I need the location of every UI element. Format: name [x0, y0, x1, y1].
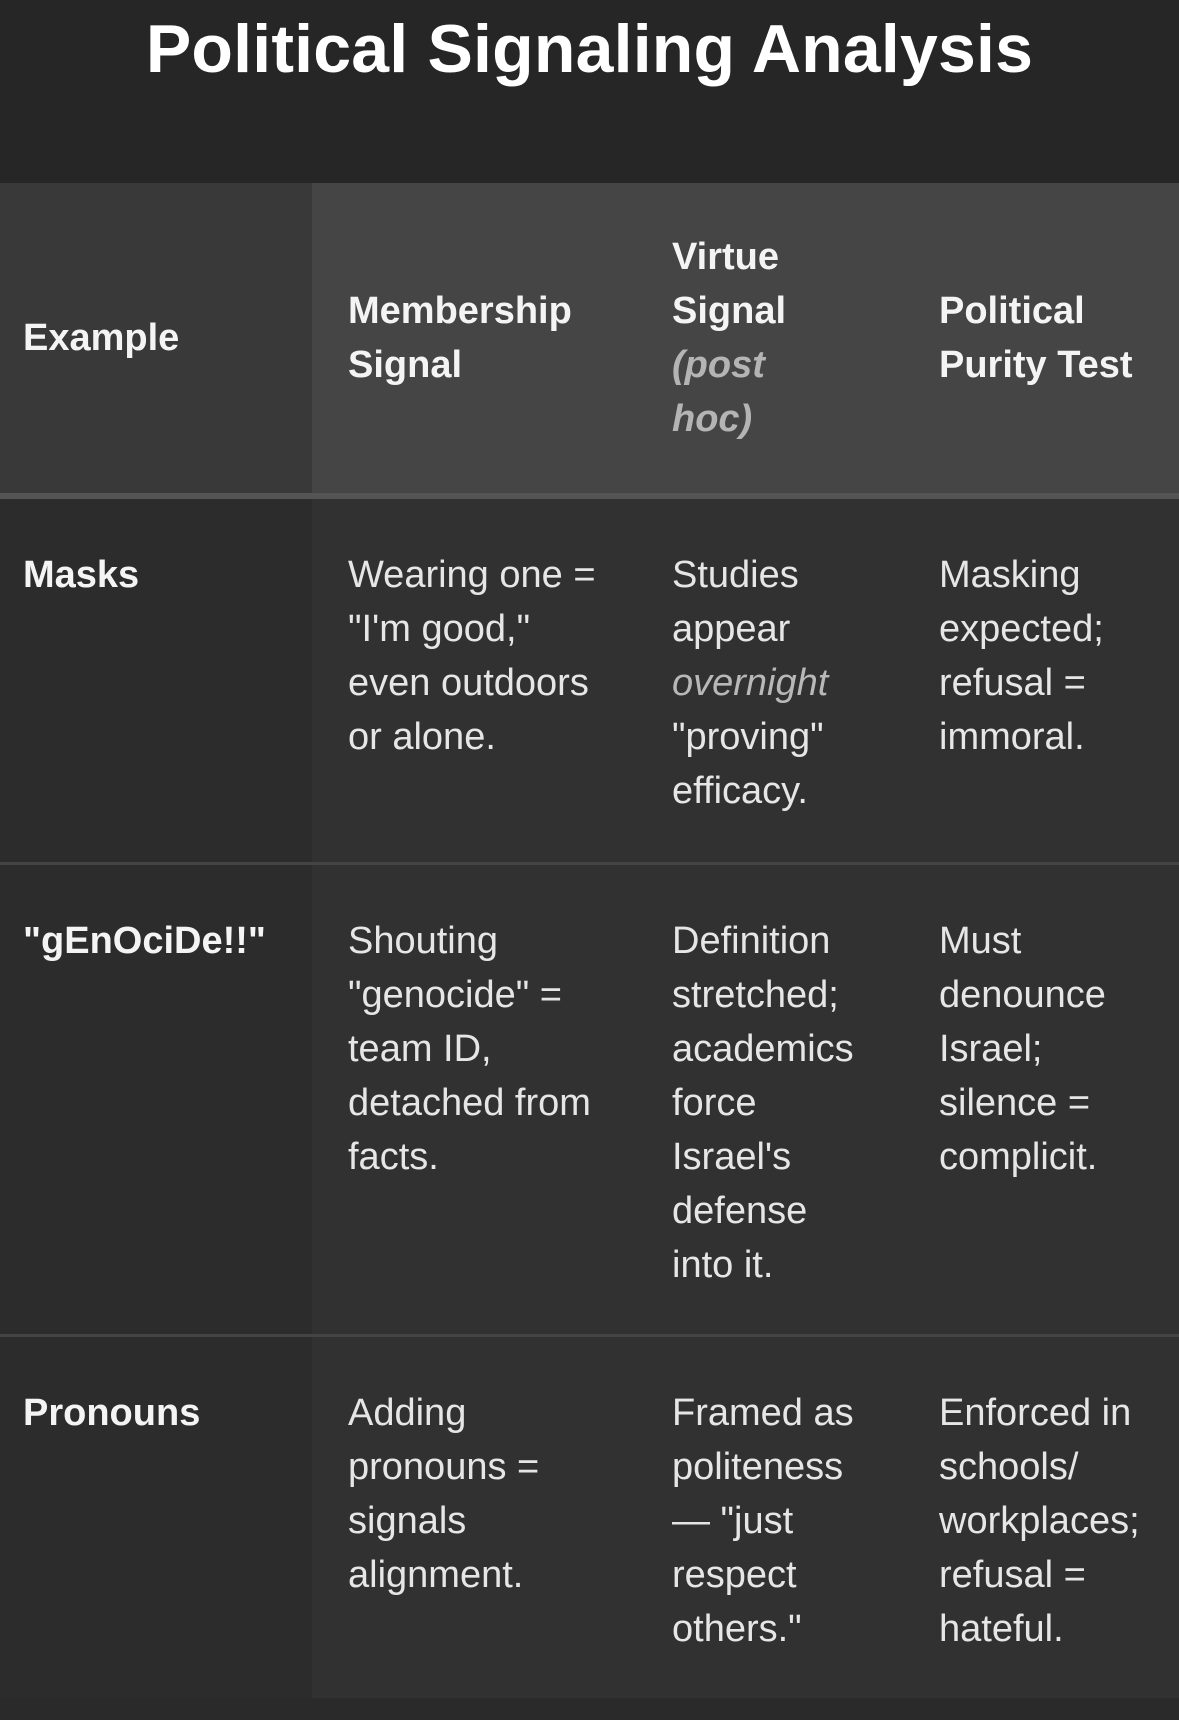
row-example-cell: Pronouns: [0, 1336, 312, 1699]
table-row: [0, 1336, 1179, 1699]
table-header: [0, 183, 1179, 496]
membership-text: Wearing one = "I'm good," even outdoors or alone.: [348, 554, 596, 758]
row-example-cell: "gEnOciDe!!": [0, 864, 312, 1336]
virtue-cell: [636, 864, 903, 1336]
virtue-text: [672, 548, 872, 818]
header-virtue-subtitle: (post hoc): [672, 344, 765, 440]
page-title: Political Signaling Analysis: [145, 11, 1034, 87]
virtue-cell: [636, 496, 903, 864]
header-political-purity-test: [903, 183, 1179, 496]
title-bar: [0, 0, 1179, 183]
table-row: [0, 864, 1179, 1336]
purity-text: Masking expected; refusal = immoral.: [939, 554, 1104, 758]
purity-text: Enforced in schools/ workplaces; refusal = hateful.: [939, 1392, 1140, 1650]
virtue-text-pre: Studies appear: [672, 554, 799, 650]
header-virtue-signal: [636, 183, 903, 496]
membership-text: Adding pronouns = signals alignment.: [348, 1392, 540, 1596]
virtue-text: Framed as politeness — "just respect others.": [672, 1392, 854, 1650]
membership-cell: [312, 496, 636, 864]
header-row: [0, 183, 1179, 496]
membership-cell: [312, 864, 636, 1336]
purity-cell: [903, 864, 1179, 1336]
header-purity-label: Political Purity Test: [939, 290, 1133, 386]
virtue-emphasis: overnight: [672, 662, 829, 704]
purity-text: Must denounce Israel; silence = complicit.: [939, 920, 1106, 1178]
header-membership-label: Membership Signal: [348, 290, 572, 386]
purity-cell: [903, 1336, 1179, 1699]
virtue-text: Definition stretched; academics force Israel's defense into it.: [672, 920, 854, 1286]
purity-cell: [903, 496, 1179, 864]
table-row: [0, 496, 1179, 864]
membership-cell: [312, 1336, 636, 1699]
virtue-text-post: "proving" efficacy.: [672, 716, 824, 812]
virtue-cell: [636, 1336, 903, 1699]
row-example-cell: Masks: [0, 496, 312, 864]
membership-text: Shouting "genocide" = team ID, detached from facts.: [348, 920, 591, 1178]
signaling-table: [0, 183, 1179, 1698]
table-body: [0, 496, 1179, 1698]
header-membership-signal: [312, 183, 636, 496]
header-virtue-label: Virtue Signal: [672, 236, 787, 332]
header-example: Example: [0, 183, 312, 496]
